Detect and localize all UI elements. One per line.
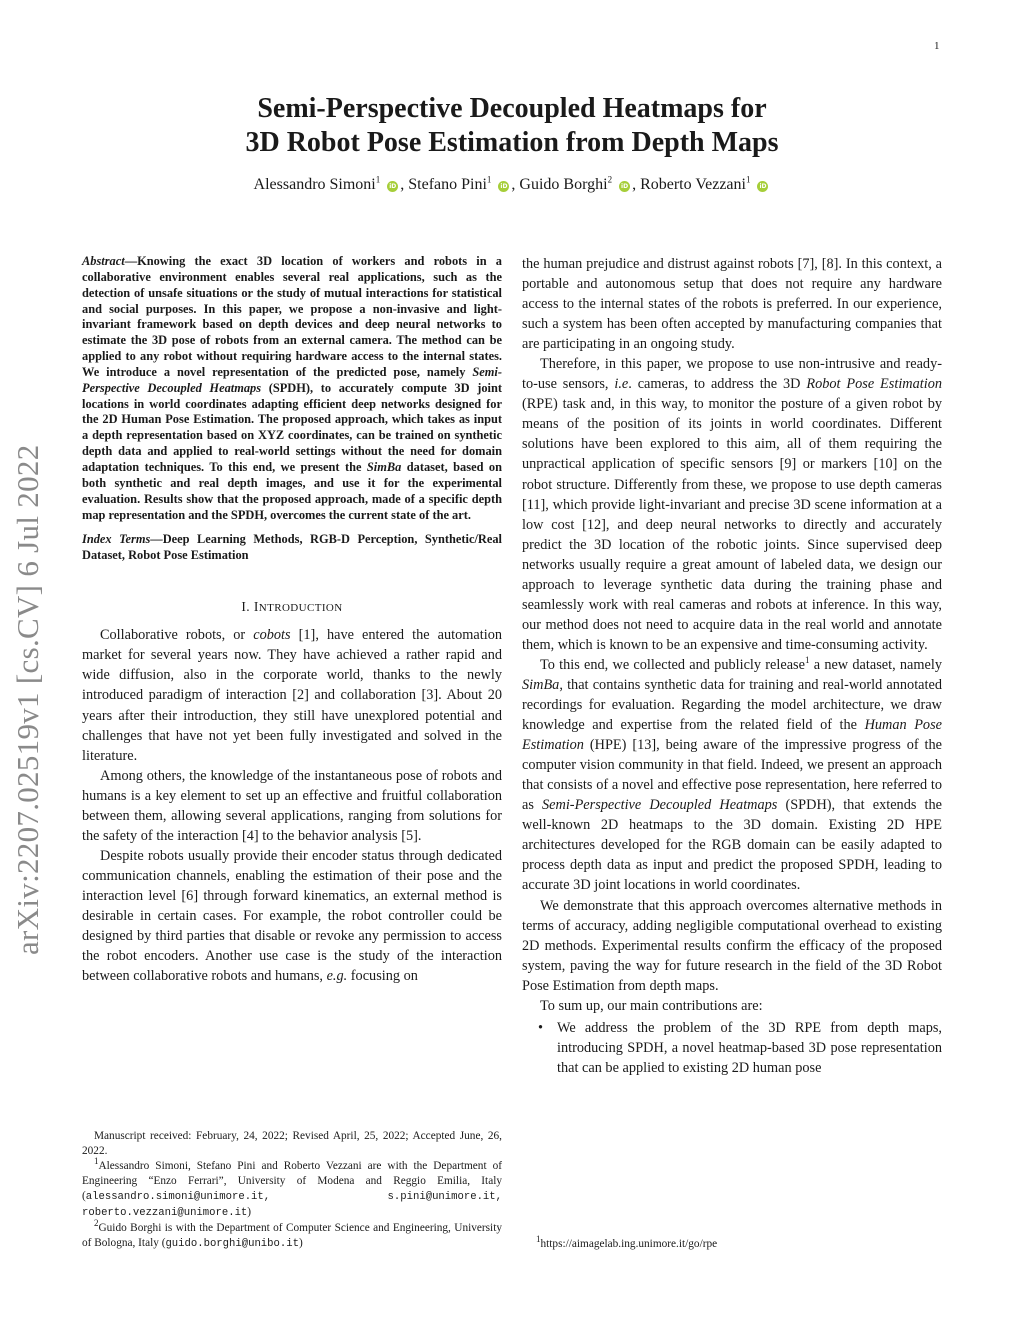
author-affiliation: 1 [486,174,492,185]
paragraph: We demonstrate that this approach overcomes alternative methods in terms of accuracy, adding negligible computational overhead to existing 2D methods. Experimental results confirm the efficacy of the proposed system, paving the way for future research in the field of the 3D Robot Pose Estimation from depth maps. [522,897,942,994]
arxiv-identifier[interactable]: arXiv:2207.02519v1 [cs.CV] 6 Jul 2022 [10,444,45,955]
author-name: Guido Borghi [519,176,608,193]
paper-title [140,92,884,160]
author-affiliation: 1 [375,174,381,185]
paragraph: To sum up, our main contributions are: [540,997,763,1014]
index-terms-label: Index Terms [82,532,151,547]
footnote-affiliation-2: $^2$Guido Borghi is with the Department of Computer Science and Engineering, University of Bologna, Italy (guido.borghi@unibo.it) [82,1218,502,1250]
right-column [522,254,942,1078]
orcid-icon[interactable]: iD [759,183,767,190]
title-line-1: Semi-Perspective Decoupled Heatmaps for [257,93,767,124]
footnote-affiliation-1: $^1$Alessandro Simoni, Stefano Pini and Roberto Vezzani are with the Department of Engineering “Enzo Ferrari”, University of Modena and Reggio Emilia, Italy (alessandro.simoni@unimore.it, s.pini@unimore.it, roberto.vezzani@unimore.it) [82,1156,502,1219]
author-list: Alessandro Simoni$^1$ iD , Stefano Pini$^1$ iD , Guido Borghi$^2$ iD , Roberto Vezzani$^1$ iD [253,174,767,193]
author-affiliation: 2 [607,174,613,185]
manuscript-note: Manuscript received: February, 24, 2022; Revised April, 25, 2022; Accepted June, 26, 2022. [82,1130,502,1157]
page-number: 1 [934,40,940,52]
email-address[interactable]: guido.borghi@unibo.it [165,1238,299,1250]
url-link[interactable]: https://aimagelab.ing.unimore.it/go/rpe [540,1238,718,1250]
author-name: Stefano Pini [408,176,487,193]
footnote-marker[interactable]: 1 [804,655,810,666]
paragraph: the human prejudice and distrust against robots [7], [8]. In this context, a portable and autonomous setup that does not require any hardware access to the internal states of the robots is preferred. In our experience, such a system has been often accepted by manufacturing companies that are participating in an ongoing study. [522,256,942,353]
abstract-label: Abstract [82,254,125,268]
author-name: Alessandro Simoni [253,176,376,193]
footnote-url: $^1$https://aimagelab.ing.unimore.it/go/rpe [536,1234,718,1250]
author-affiliation: 1 [745,174,751,185]
title-line-2: 3D Robot Pose Estimation from Depth Maps [245,127,779,158]
section-heading: I. INTRODUCTION [241,599,343,615]
email-addresses[interactable]: alessandro.simoni@unimore.it, s.pini@unimore.it, roberto.vezzani@unimore.it [82,1191,502,1219]
orcid-icon[interactable]: iD [389,183,397,190]
abstract: Abstract—Knowing the exact 3D location of workers and robots in a collaborative environment enables several real applications, such as the detection of unsafe situations or the study of mutual interactions for statistical and social purposes. In this paper, we propose a non-invasive and light-invariant framework based on depth devices and deep neural networks to estimate the 3D pose of robots from an external camera. The method can be applied to any robot without requiring hardware access to the internal states. We introduce a novel representation of the predicted pose, namely Semi-Perspective Decoupled Heatmaps (SPDH), to accurately compute 3D joint locations in world coordinates adapting efficient deep networks designed for the 2D Human Pose Estimation. The proposed approach, which takes as input a depth representation based on XYZ coordinates, can be trained on synthetic depth data and applied to real-world settings without the need for domain adaptation techniques. To this end, we present the SimBa dataset, based on both synthetic and real depth images, and use it for the experimental evaluation. Results show that the proposed approach, made of a specific depth map representation and the SPDH, overcomes the current state of the art. [82,254,502,522]
index-terms: Index Terms—Deep Learning Methods, RGB-D Perception, Synthetic/Real Dataset, Robot Pose Estimation [82,532,502,563]
list-item: • We address the problem of the 3D RPE from depth maps, introducing SPDH, a novel heatmap-based 3D pose representation that can be applied to existing 2D human pose [522,1018,942,1078]
footnotes [82,1129,502,1252]
author-name: Roberto Vezzani [640,176,746,193]
left-column [82,254,502,986]
paragraph: Collaborative robots, or cobots [1], have entered the automation market for several years now. They have achieved a rather rapid and wide diffusion, also in the corporate world, thanks to the newly introduced paradigm of interaction [2] and collaboration [3]. About 20 years after their introduction, they still have unexplored potential and challenges that have not yet been fully investigated and solved in the literature. [82,627,502,764]
paragraph: Among others, the knowledge of the instantaneous pose of robots and humans is a key element to set up an effective and fruitful collaboration between them, allowing several applications, ranging from solutions for the safety of the interaction [4] to the behavior analysis [5]. [82,767,502,844]
paragraph: Therefore, in this paper, we propose to use non-intrusive and ready-to-use sensors, i.e. cameras, to address the 3D Robot Pose Estimation (RPE) task and, in this way, to monitor the posture of a given robot by means of the position of its joints in world coordinates. Different solutions have been explored to this aim, all of them requiring the unpractical application of specific sensors [9] or markers [10] on the robot structure. Differently from these, we propose to use depth cameras [11], which provide light-invariant and precise 3D scene information at a low cost [12], and deep neural networks to directly and accurately predict the 3D location of the robotic joints. Since supervised deep networks usually require a great amount of labeled data, we design our approach to leverage synthetic data during the training phase and seamlessly work with real cameras and robots at inference. In this way, our method does not need to acquire data in the real world and annotate them, which is known to be an expensive and time-consuming activity. [522,356,943,653]
contributions-list [522,1018,942,1078]
paragraph: To this end, we collected and publicly release$^1$ a new dataset, namely SimBa, that contains synthetic data for training and real-world annotated recordings for evaluation. Regarding the model architecture, we draw knowledge and expertise from the related field of the Human Pose Estimation (HPE) [13], being aware of the impressive progress of the computer vision community in that field. Indeed, we present an approach that consists of a novel and effective pose representation, here referred to as Semi-Perspective Decoupled Heatmaps (SPDH), that extends the well-known 2D heatmaps to the 3D domain. Existing 2D HPE architectures developed for the RGB domain can be easily adapted to process depth data as input and predict the proposed SPDH, leading to accurate 3D joint locations in world coordinates. [522,655,942,894]
paragraph: Despite robots usually provide their encoder status through dedicated communication channels, enabling the estimation of their pose and the interaction level [6] through forward kinematics, an external method is desirable in certain cases. For example, the robot controller could be designed by third parties that disable or revoke any permission to access the robot encoders. Another use case is the study of the interaction between collaborative robots and humans, e.g. focusing on [82,847,502,985]
orcid-icon[interactable]: iD [621,183,629,190]
orcid-icon[interactable]: iD [500,183,508,190]
